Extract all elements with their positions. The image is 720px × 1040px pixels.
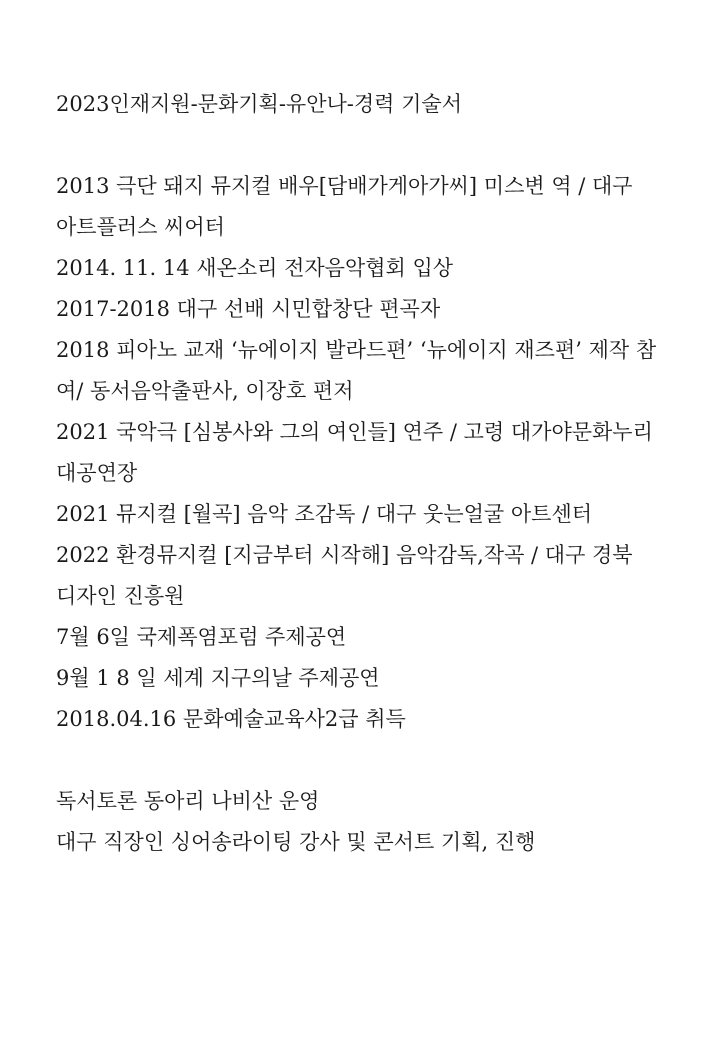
career-line: 2018 피아노 교재 ‘뉴에이지 발라드편’ ‘뉴에이지 재즈편’ 제작 참 bbox=[56, 338, 657, 362]
career-line: 9월 1 8 일 세계 지구의날 주제공연 bbox=[56, 666, 380, 690]
career-line: 2014. 11. 14 새온소리 전자음악협회 입상 bbox=[56, 256, 454, 280]
career-line: 대공연장 bbox=[56, 461, 138, 485]
career-line: 2021 뮤지컬 [월곡] 음악 조감독 / 대구 웃는얼굴 아트센터 bbox=[56, 502, 593, 526]
activity-line: 대구 직장인 싱어송라이팅 강사 및 콘서트 기획, 진행 bbox=[56, 830, 536, 854]
career-section bbox=[56, 166, 680, 740]
career-line: 2013 극단 돼지 뮤지컬 배우[담배가게아가씨] 미스변 역 / 대구 bbox=[56, 174, 633, 198]
career-line: 2018.04.16 문화예술교육사2급 취득 bbox=[56, 707, 406, 731]
career-line: 2017-2018 대구 선배 시민합창단 편곡자 bbox=[56, 297, 441, 321]
document-title: 2023인재지원-문화기획-유안나-경력 기술서 bbox=[56, 92, 462, 116]
activity-line: 독서토론 동아리 나비산 운영 bbox=[56, 789, 320, 813]
career-line: 2021 국악극 [심봉사와 그의 여인들] 연주 / 고령 대가야문화누리 bbox=[56, 420, 653, 444]
activities-section bbox=[56, 781, 680, 863]
career-line: 아트플러스 씨어터 bbox=[56, 215, 225, 239]
blank-line bbox=[56, 740, 680, 781]
blank-line bbox=[56, 125, 680, 166]
career-line: 7월 6일 국제폭염포럼 주제공연 bbox=[56, 625, 347, 649]
career-line: 여/ 동서음악출판사, 이장호 편저 bbox=[56, 379, 354, 403]
career-line: 디자인 진흥원 bbox=[56, 584, 185, 608]
career-line: 2022 환경뮤지컬 [지금부터 시작해] 음악감독,작곡 / 대구 경북 bbox=[56, 543, 633, 567]
